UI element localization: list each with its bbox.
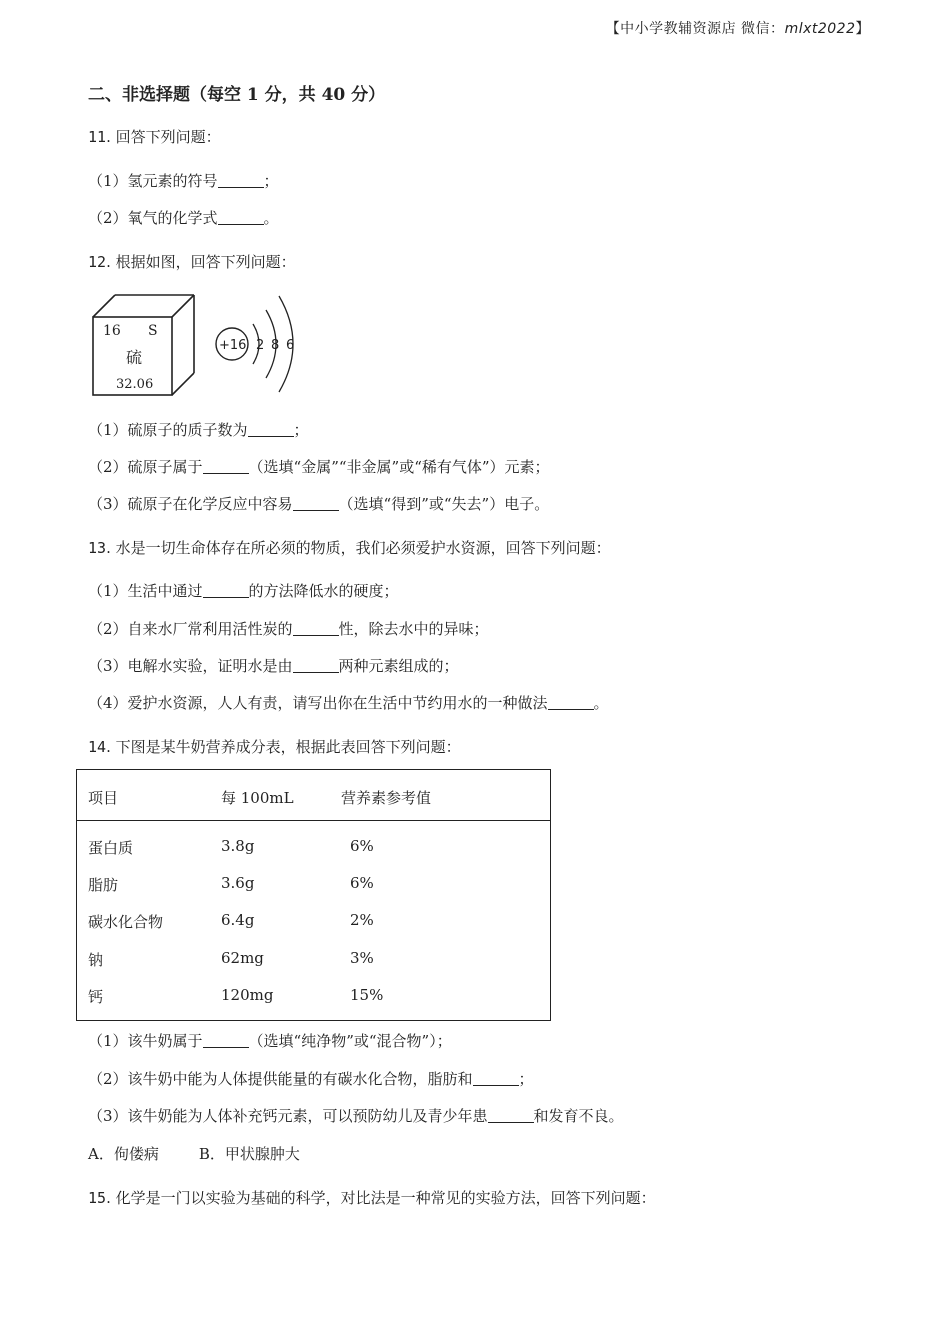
q14-p2-text: （2）该牛奶中能为人体提供能量的有碳水化合物，脂肪和	[88, 1070, 473, 1088]
shell-3-electrons: 6	[286, 338, 295, 353]
q14-number: 14	[88, 738, 107, 756]
nucleus-charge: +16	[219, 338, 247, 353]
table-header-item: 项目	[88, 789, 119, 807]
q15-number: 15	[88, 1189, 107, 1207]
page-header	[606, 18, 870, 38]
table-cell: 3.8g	[221, 837, 255, 855]
q12-p3-tail: （选填“得到”或“失去”）电子。	[338, 495, 550, 513]
table-cell: 6%	[350, 837, 374, 855]
q13-stem	[88, 537, 611, 558]
q13-p3-tail: 两种元素组成的；	[338, 657, 459, 675]
section-title: 二、非选择题（每空 1 分，共 40 分）	[88, 85, 386, 105]
element-symbol: S	[148, 323, 158, 339]
q13-part3	[88, 655, 459, 676]
q14-p2-tail: ；	[518, 1070, 534, 1088]
answer-blank	[473, 1071, 519, 1086]
q12-p2-tail: （选填“金属”“非金属”或“稀有气体”）元素；	[248, 458, 550, 476]
q14-options	[88, 1143, 340, 1164]
table-cell: 6%	[350, 874, 374, 892]
answer-blank	[218, 173, 264, 188]
q12-part2	[88, 456, 550, 477]
q12-p1-text: （1）硫原子的质子数为	[88, 421, 248, 439]
answer-blank	[203, 583, 249, 598]
q13-p4-text: （4）爱护水资源，人人有责，请写出你在生活中节约用水的一种做法	[88, 694, 548, 712]
q13-part2	[88, 618, 489, 639]
table-cell: 碳水化合物	[88, 913, 164, 931]
header-suffix: 】	[855, 21, 870, 37]
q12-p2-text: （2）硫原子属于	[88, 458, 203, 476]
q12-part3	[88, 493, 549, 514]
q13-p1-tail: 的方法降低水的硬度；	[248, 582, 399, 600]
answer-blank	[248, 422, 294, 437]
q11-part2	[88, 207, 279, 228]
element-name: 硫	[126, 348, 143, 367]
q15-stem	[88, 1187, 656, 1208]
q12-stem-text: . 根据如图，回答下列问题：	[106, 253, 296, 271]
shell-2-electrons: 8	[271, 338, 280, 353]
q14-p3-tail: 和发育不良。	[533, 1107, 624, 1125]
sulfur-figure	[88, 284, 318, 404]
q12-number: 12	[88, 253, 107, 271]
answer-blank	[293, 658, 339, 673]
q13-p4-tail: 。	[593, 694, 609, 712]
table-header-per-100ml: 每 100mL	[221, 789, 294, 807]
q14-part3	[88, 1105, 624, 1126]
table-cell: 120mg	[221, 986, 274, 1004]
q14-stem-text: . 下图是某牛奶营养成分表，根据此表回答下列问题：	[106, 738, 461, 756]
table-cell: 蛋白质	[88, 839, 134, 857]
q13-p2-text: （2）自来水厂常利用活性炭的	[88, 620, 293, 638]
q14-stem	[88, 736, 461, 757]
q13-part4	[88, 692, 609, 713]
table-cell: 钠	[88, 951, 104, 969]
q12-part1	[88, 419, 309, 440]
header-wechat-id: mlxt2022	[784, 21, 856, 37]
element-atomic-number: 16	[103, 323, 121, 339]
table-cell: 脂肪	[88, 876, 119, 894]
answer-blank	[293, 621, 339, 636]
header-prefix: 【中小学教辅资源店 微信：	[605, 21, 785, 37]
q11-p2-text: （2）氧气的化学式	[88, 209, 218, 227]
q12-p1-tail: ；	[293, 421, 309, 439]
answer-blank	[293, 496, 339, 511]
table-cell: 3%	[350, 949, 374, 967]
q14-p1-text: （1）该牛奶属于	[88, 1032, 203, 1050]
q13-stem-text: . 水是一切生命体存在所必须的物质，我们必须爱护水资源，回答下列问题：	[106, 539, 611, 557]
q11-number: 11	[88, 128, 107, 146]
q11-stem	[88, 126, 221, 147]
q11-part1	[88, 170, 279, 191]
q13-number: 13	[88, 539, 107, 557]
table-header-nrv: 营养素参考值	[341, 789, 432, 807]
option-a: A．佝偻病	[88, 1145, 159, 1163]
table-header-row	[77, 770, 550, 821]
q13-p2-tail: 性，除去水中的异味；	[338, 620, 489, 638]
q11-p1-tail: ；	[263, 172, 279, 190]
answer-blank	[548, 695, 594, 710]
q14-part1	[88, 1030, 452, 1051]
q14-p1-tail: （选填“纯净物”或“混合物”）；	[248, 1032, 452, 1050]
q12-stem	[88, 251, 296, 272]
q13-p1-text: （1）生活中通过	[88, 582, 203, 600]
q13-p3-text: （3）电解水实验，证明水是由	[88, 657, 293, 675]
q14-p3-text: （3）该牛奶能为人体补充钙元素，可以预防幼儿及青少年患	[88, 1107, 488, 1125]
q11-p2-tail: 。	[263, 209, 279, 227]
table-cell: 3.6g	[221, 874, 255, 892]
table-cell: 6.4g	[221, 911, 255, 929]
option-b: B．甲状腺肿大	[198, 1145, 300, 1163]
nutrition-table	[76, 769, 551, 1021]
shell-1-electrons: 2	[256, 338, 265, 353]
answer-blank	[488, 1108, 534, 1123]
table-cell: 钙	[88, 988, 104, 1006]
q12-p3-text: （3）硫原子在化学反应中容易	[88, 495, 293, 513]
q11-p1-text: （1）氢元素的符号	[88, 172, 218, 190]
element-mass: 32.06	[116, 377, 154, 392]
answer-blank	[203, 1033, 249, 1048]
q11-stem-text: . 回答下列问题：	[106, 128, 221, 146]
q13-part1	[88, 580, 399, 601]
q14-part2	[88, 1068, 534, 1089]
answer-blank	[218, 210, 264, 225]
table-cell: 62mg	[221, 949, 264, 967]
table-cell: 2%	[350, 911, 374, 929]
q15-stem-text: . 化学是一门以实验为基础的科学，对比法是一种常见的实验方法，回答下列问题：	[106, 1189, 656, 1207]
answer-blank	[203, 459, 249, 474]
table-cell: 15%	[350, 986, 384, 1004]
